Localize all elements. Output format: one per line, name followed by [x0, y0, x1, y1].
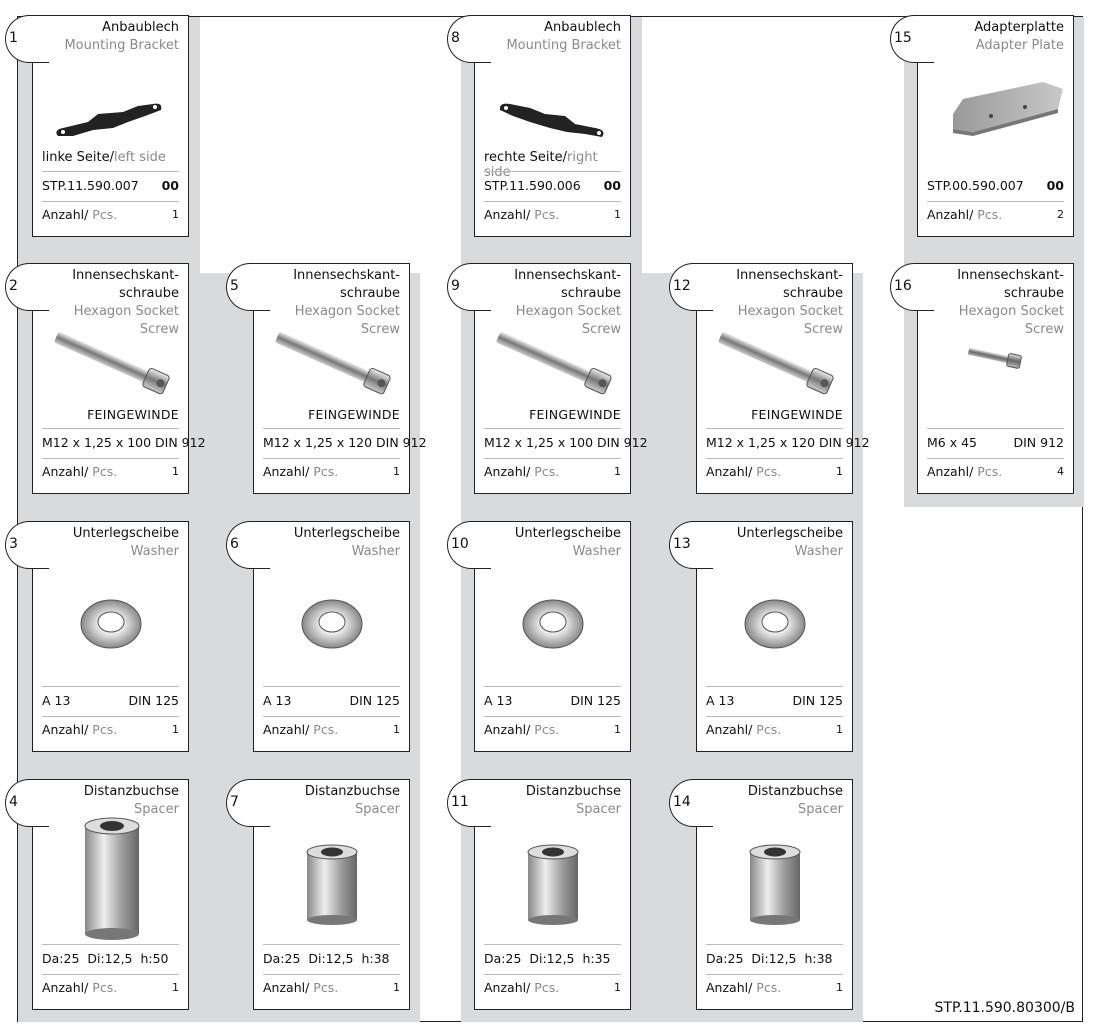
spec-text: Da:25 Di:12,5 h:50: [42, 951, 169, 966]
title-en: Mounting Bracket: [506, 38, 621, 53]
title-en: Hexagon Socket Screw: [73, 304, 179, 337]
spec-row: [484, 951, 621, 966]
part-title: [265, 783, 400, 819]
divider: [484, 974, 621, 975]
divider: [706, 428, 843, 429]
part-card-3: [9, 521, 189, 752]
part-title: [44, 19, 179, 55]
side-label: linke Seite/left side: [42, 150, 166, 165]
divider: [263, 974, 400, 975]
part-card-7: [230, 779, 410, 1010]
part-card-6: [230, 521, 410, 752]
spec-row: [484, 693, 621, 708]
part-number: 15: [894, 30, 912, 46]
title-de-line2: schraube: [561, 286, 621, 301]
part-card-5: [230, 263, 427, 494]
spec-row: [706, 693, 843, 708]
divider: [263, 716, 400, 717]
screw-icon: [475, 322, 630, 406]
pcs-value: 1: [614, 723, 621, 736]
spacer-icon: [254, 832, 409, 936]
spec-row: [42, 951, 179, 966]
side-label: rechte Seite/right side: [484, 150, 598, 180]
part-card-15: [894, 15, 1074, 237]
spec-row: [42, 178, 179, 193]
spec-text: A 13: [484, 693, 513, 708]
pcs-label: Anzahl/ Pcs.: [42, 207, 118, 222]
part-card-14: [673, 779, 853, 1010]
pcs-value: 2: [1057, 208, 1064, 221]
pcs-label: Anzahl/ Pcs.: [484, 722, 560, 737]
spec-row: [263, 435, 427, 450]
title-en: Spacer: [134, 802, 179, 817]
pcs-value: 1: [614, 981, 621, 994]
spec-row: [706, 435, 870, 450]
title-de: Distanzbuchse: [747, 784, 843, 799]
title-de: Unterlegscheibe: [514, 526, 621, 541]
spec-text: Da:25 Di:12,5 h:38: [706, 951, 833, 966]
pcs-value: 1: [172, 723, 179, 736]
spec-text: M12 x 1,25 x 100 DIN 912: [484, 435, 648, 450]
pcs-value: 1: [393, 981, 400, 994]
pcs-value: 1: [393, 723, 400, 736]
pcs-label: Anzahl/ Pcs.: [263, 464, 339, 479]
part-number: 10: [451, 536, 469, 552]
divider: [706, 716, 843, 717]
divider: [42, 458, 179, 459]
title-de-line1: Innensechskant-: [514, 268, 621, 283]
screw-icon: [697, 322, 852, 406]
document-id: STP.11.590.80300/B: [934, 1000, 1075, 1016]
spec-text: M12 x 1,25 x 120 DIN 912: [706, 435, 870, 450]
part-card-16: [894, 263, 1074, 494]
divider: [927, 201, 1064, 202]
part-number: 16: [894, 278, 912, 294]
part-number: 8: [451, 30, 460, 46]
washer-icon: [697, 584, 852, 668]
pcs-label: Anzahl/ Pcs.: [42, 980, 118, 995]
spec-text: A 13: [42, 693, 71, 708]
part-number: 6: [230, 536, 239, 552]
pcs-value: 1: [836, 723, 843, 736]
divider: [263, 458, 400, 459]
spec-right: DIN 125: [349, 693, 400, 708]
spec-row: [263, 693, 400, 708]
pcs-label: Anzahl/ Pcs.: [706, 980, 782, 995]
title-en: Hexagon Socket Screw: [294, 304, 400, 337]
pcs-row: [484, 464, 621, 479]
part-title: [486, 783, 621, 819]
fine-thread-label: FEINGEWINDE: [308, 407, 400, 422]
part-number: 1: [9, 30, 18, 46]
pcs-row: [42, 207, 179, 222]
title-de: Adapterplatte: [974, 20, 1064, 35]
pcs-row: [263, 980, 400, 995]
pcs-label: Anzahl/ Pcs.: [484, 207, 560, 222]
spec-right: DIN 125: [570, 693, 621, 708]
pcs-label: Anzahl/ Pcs.: [484, 464, 560, 479]
divider: [42, 974, 179, 975]
part-card-11: [451, 779, 631, 1010]
spec-row: [927, 178, 1064, 193]
pcs-value: 1: [172, 465, 179, 478]
part-card-9: [451, 263, 648, 494]
divider: [484, 686, 621, 687]
part-title: [486, 525, 621, 561]
pcs-label: Anzahl/ Pcs.: [42, 722, 118, 737]
spec-text: M6 x 45: [927, 435, 977, 450]
title-de: Distanzbuchse: [83, 784, 179, 799]
title-de: Anbaublech: [544, 20, 621, 35]
pcs-row: [706, 980, 843, 995]
part-number: 4: [9, 794, 18, 810]
title-de: Unterlegscheibe: [293, 526, 400, 541]
spec-row: [263, 951, 400, 966]
pcs-value: 1: [172, 981, 179, 994]
title-en: Mounting Bracket: [64, 38, 179, 53]
title-de-line1: Innensechskant-: [736, 268, 843, 283]
title-en: Washer: [130, 544, 179, 559]
part-title: [265, 525, 400, 561]
title-en: Spacer: [576, 802, 621, 817]
divider: [42, 686, 179, 687]
part-card-13: [673, 521, 853, 752]
part-card-1: [9, 15, 189, 237]
pcs-row: [484, 980, 621, 995]
divider: [484, 201, 621, 202]
pcs-row: [484, 207, 621, 222]
washer-icon: [33, 584, 188, 668]
divider: [42, 944, 179, 945]
screw-icon: [33, 322, 188, 406]
pcs-row: [42, 722, 179, 737]
pcs-value: 4: [1057, 465, 1064, 478]
pcs-value: 1: [614, 208, 621, 221]
part-number: 7: [230, 794, 239, 810]
title-en: Spacer: [798, 802, 843, 817]
divider: [484, 716, 621, 717]
spec-row: [42, 435, 206, 450]
washer-icon: [475, 584, 630, 668]
pcs-row: [484, 722, 621, 737]
part-number: 9: [451, 278, 460, 294]
spec-row: [706, 951, 843, 966]
part-title: [708, 525, 843, 561]
divider: [484, 428, 621, 429]
part-card-10: [451, 521, 631, 752]
pcs-label: Anzahl/ Pcs.: [263, 722, 339, 737]
spec-text: STP.00.590.007: [927, 178, 1024, 193]
small-screw-icon: [918, 322, 1073, 396]
pcs-label: Anzahl/ Pcs.: [927, 207, 1003, 222]
title-de-line2: schraube: [783, 286, 843, 301]
part-title: [486, 19, 621, 55]
fine-thread-label: FEINGEWINDE: [87, 407, 179, 422]
title-de: Unterlegscheibe: [736, 526, 843, 541]
pcs-row: [263, 464, 400, 479]
pcs-row: [706, 722, 843, 737]
spec-row: [42, 693, 179, 708]
divider: [927, 428, 1064, 429]
pcs-value: 1: [836, 465, 843, 478]
spec-right: DIN 125: [128, 693, 179, 708]
adapter-plate-icon: [918, 64, 1073, 148]
spacer-icon: [697, 832, 852, 936]
part-number: 14: [673, 794, 691, 810]
spec-text: A 13: [706, 693, 735, 708]
pcs-value: 1: [172, 208, 179, 221]
spec-text: M12 x 1,25 x 120 DIN 912: [263, 435, 427, 450]
part-title: [708, 783, 843, 819]
pcs-row: [927, 207, 1064, 222]
title-de-line2: schraube: [1004, 286, 1064, 301]
title-en: Washer: [794, 544, 843, 559]
title-en: Washer: [351, 544, 400, 559]
title-de: Distanzbuchse: [304, 784, 400, 799]
pcs-value: 1: [614, 465, 621, 478]
pcs-value: 1: [836, 981, 843, 994]
part-number: 2: [9, 278, 18, 294]
divider: [484, 458, 621, 459]
title-de-line1: Innensechskant-: [293, 268, 400, 283]
spec-row: [484, 178, 621, 193]
spec-right: 00: [603, 178, 621, 193]
divider: [706, 944, 843, 945]
washer-icon: [254, 584, 409, 668]
spec-text: STP.11.590.007: [42, 178, 139, 193]
pcs-row: [42, 464, 179, 479]
title-de: Distanzbuchse: [525, 784, 621, 799]
part-title: [44, 525, 179, 561]
pcs-label: Anzahl/ Pcs.: [927, 464, 1003, 479]
title-en: Spacer: [355, 802, 400, 817]
screw-icon: [254, 322, 409, 406]
part-card-8: [451, 15, 631, 237]
pcs-label: Anzahl/ Pcs.: [42, 464, 118, 479]
title-de: Anbaublech: [102, 20, 179, 35]
spacer-icon: [475, 832, 630, 936]
pcs-label: Anzahl/ Pcs.: [706, 464, 782, 479]
part-number: 13: [673, 536, 691, 552]
title-en: Adapter Plate: [975, 38, 1064, 53]
pcs-row: [927, 464, 1064, 479]
pcs-row: [42, 980, 179, 995]
divider: [706, 974, 843, 975]
divider: [484, 944, 621, 945]
spec-right: 00: [161, 178, 179, 193]
spec-text: STP.11.590.006: [484, 178, 581, 193]
pcs-value: 1: [393, 465, 400, 478]
pcs-label: Anzahl/ Pcs.: [263, 980, 339, 995]
spec-text: Da:25 Di:12,5 h:38: [263, 951, 390, 966]
part-number: 12: [673, 278, 691, 294]
part-number: 3: [9, 536, 18, 552]
pcs-label: Anzahl/ Pcs.: [484, 980, 560, 995]
spec-text: Da:25 Di:12,5 h:35: [484, 951, 611, 966]
divider: [484, 171, 621, 172]
spec-right: 00: [1046, 178, 1064, 193]
part-card-4: [9, 779, 189, 1010]
divider: [263, 686, 400, 687]
title-en: Hexagon Socket Screw: [515, 304, 621, 337]
spec-row: [484, 435, 648, 450]
title-en: Hexagon Socket Screw: [958, 304, 1064, 337]
title-en: Hexagon Socket Screw: [737, 304, 843, 337]
bracket-left-icon: [33, 74, 188, 148]
divider: [42, 716, 179, 717]
spec-text: M12 x 1,25 x 100 DIN 912: [42, 435, 206, 450]
spec-row: [927, 435, 1064, 450]
divider: [42, 428, 179, 429]
title-de-line2: schraube: [119, 286, 179, 301]
divider: [706, 686, 843, 687]
part-number: 11: [451, 794, 469, 810]
spec-text: A 13: [263, 693, 292, 708]
part-card-12: [673, 263, 870, 494]
spec-right: DIN 125: [792, 693, 843, 708]
divider: [42, 201, 179, 202]
divider: [263, 944, 400, 945]
spec-right: DIN 912: [1013, 435, 1064, 450]
pcs-row: [263, 722, 400, 737]
bracket-right-icon: [475, 74, 630, 148]
title-en: Washer: [572, 544, 621, 559]
divider: [706, 458, 843, 459]
divider: [927, 458, 1064, 459]
title-de-line2: schraube: [340, 286, 400, 301]
title-de-line1: Innensechskant-: [957, 268, 1064, 283]
spacer-tall-icon: [33, 814, 188, 948]
part-number: 5: [230, 278, 239, 294]
title-de-line1: Innensechskant-: [72, 268, 179, 283]
fine-thread-label: FEINGEWINDE: [751, 407, 843, 422]
divider: [263, 428, 400, 429]
pcs-label: Anzahl/ Pcs.: [706, 722, 782, 737]
pcs-row: [706, 464, 843, 479]
part-title: [929, 19, 1064, 55]
divider: [42, 171, 179, 172]
title-de: Unterlegscheibe: [72, 526, 179, 541]
fine-thread-label: FEINGEWINDE: [529, 407, 621, 422]
part-card-2: [9, 263, 206, 494]
